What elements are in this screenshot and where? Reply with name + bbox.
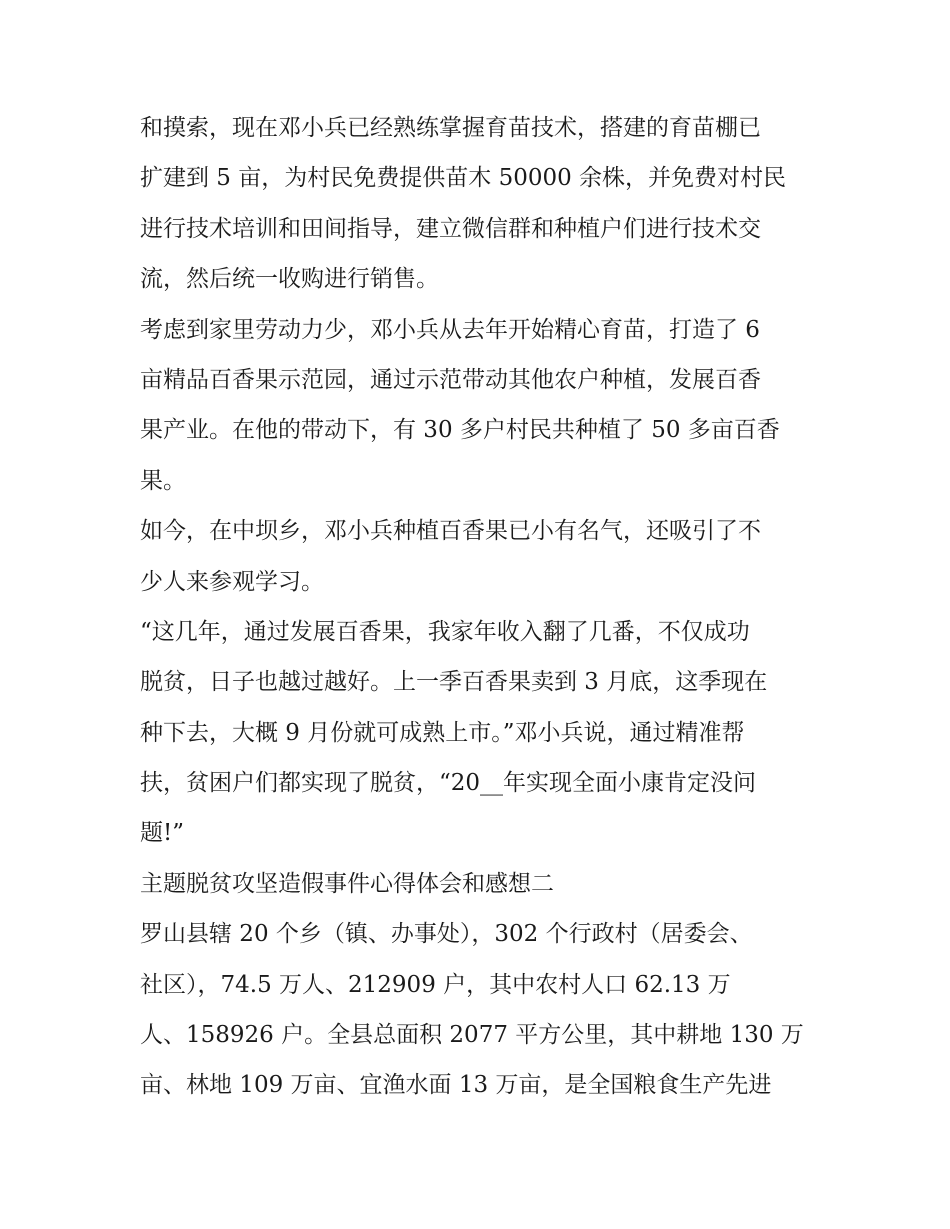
text-line: 题!” — [140, 820, 185, 847]
paragraph-demonstration-garden — [140, 305, 812, 507]
paragraph-county-overview — [140, 909, 812, 1111]
paragraph-quote — [140, 607, 812, 859]
text-line: 脱贫，日子也越过越好。上一季百香果卖到 3 月底，这季现在 — [140, 669, 768, 696]
text-line: 考虑到家里劳动力少，邓小兵从去年开始精心育苗，打造了 6 — [140, 316, 760, 343]
text-line: 罗山县辖 20 个乡（镇、办事处），302 个行政村（居委会、 — [140, 921, 753, 948]
paragraph-reputation — [140, 506, 812, 607]
text-line: 如今，在中坝乡，邓小兵种植百香果已小有名气，还吸引了不 — [140, 518, 761, 545]
text-line: 亩、林地 109 万亩、宜渔水面 13 万亩，是全国粮食生产先进 — [140, 1072, 772, 1099]
section-heading — [140, 859, 812, 909]
text-line: 果。 — [140, 467, 186, 494]
text-line: “这几年，通过发展百香果，我家年收入翻了几番，不仅成功 — [140, 618, 750, 645]
text-line: 种下去，大概 9 月份就可成熟上市。”邓小兵说，通过精准帮 — [140, 719, 745, 746]
text-line: 扶，贫困户们都实现了脱贫，“20__年实现全面小康肯定没问 — [140, 770, 757, 797]
text-line: 亩精品百香果示范园，通过示范带动其他农户种植，发展百香 — [140, 366, 761, 393]
section-heading-text: 主题脱贫攻坚造假事件心得体会和感想二 — [140, 870, 554, 897]
document-body — [140, 103, 812, 1111]
text-line: 社区），74.5 万人、212909 户，其中农村人口 62.13 万 — [140, 971, 731, 998]
text-line: 人、158926 户。全县总面积 2077 平方公里，其中耕地 130 万 — [140, 1022, 804, 1049]
text-line: 进行技术培训和田间指导，建立微信群和种植户们进行技术交 — [140, 215, 761, 242]
text-line: 少人来参观学习。 — [140, 568, 324, 595]
text-line: 流，然后统一收购进行销售。 — [140, 266, 439, 293]
text-line: 扩建到 5 亩，为村民免费提供苗木 50000 余株，并免费对村民 — [140, 165, 787, 192]
text-line: 果产业。在他的带动下，有 30 多户村民共种植了 50 多亩百香 — [140, 417, 780, 444]
text-line: 和摸索，现在邓小兵已经熟练掌握育苗技术，搭建的育苗棚已 — [140, 115, 761, 141]
paragraph-seedling-technique — [140, 103, 812, 305]
